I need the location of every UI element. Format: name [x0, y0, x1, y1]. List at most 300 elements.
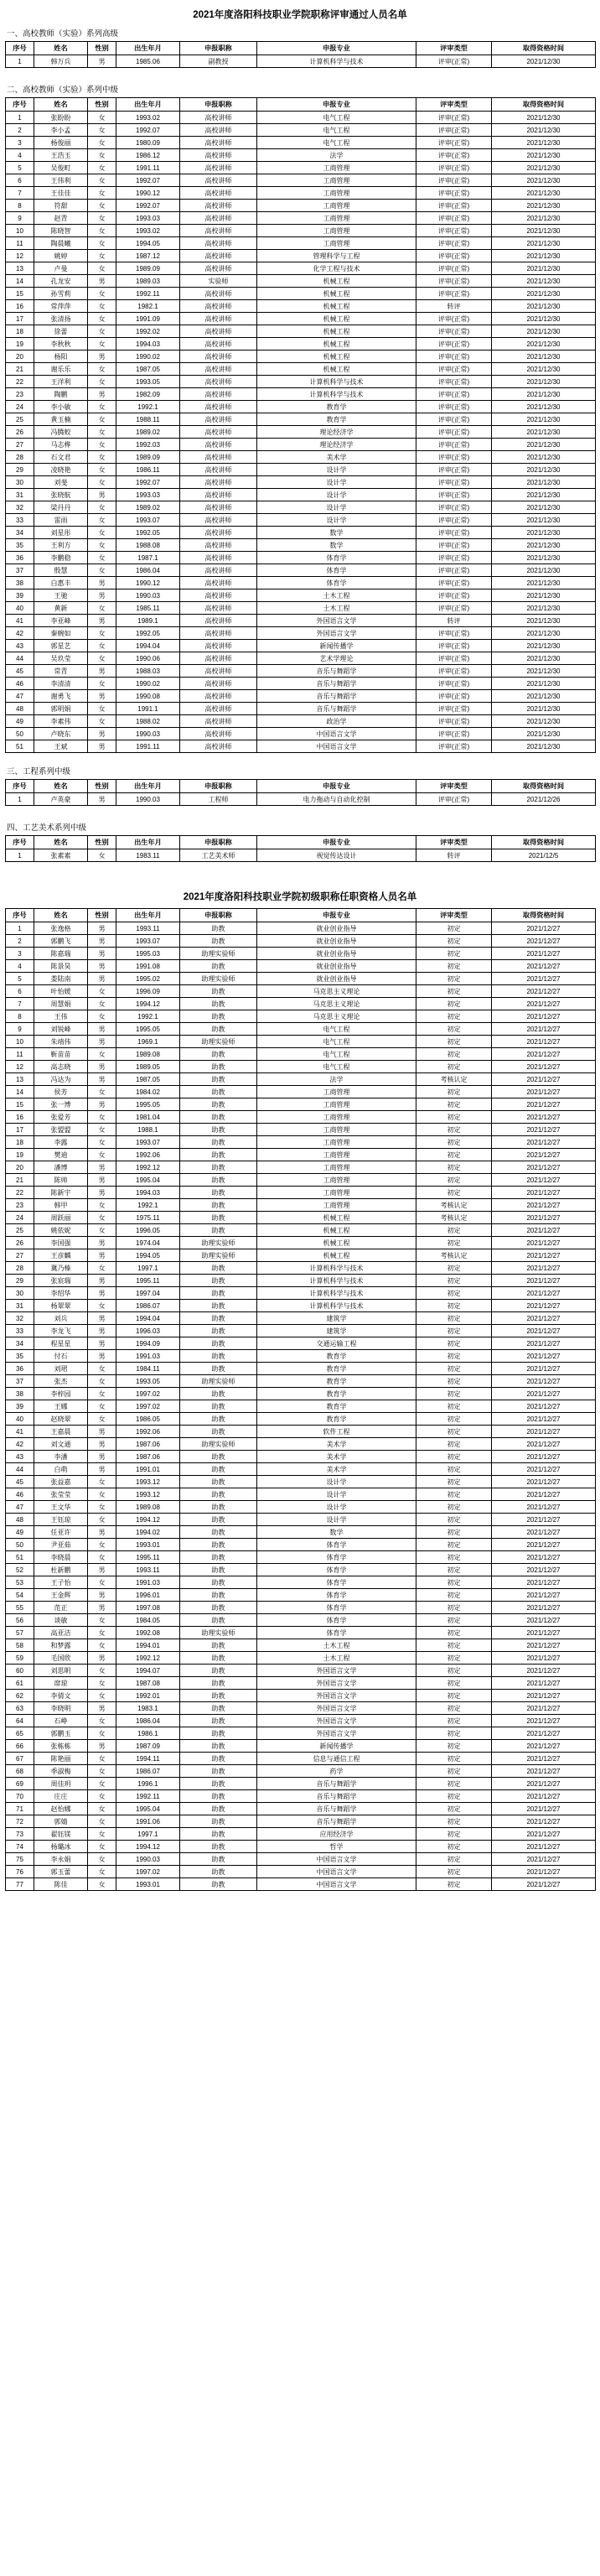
table-cell: 2021/12/30 [492, 527, 596, 539]
table-cell: 高校讲师 [180, 627, 257, 640]
table-cell: 1993.05 [116, 376, 180, 388]
table-cell: 高校讲师 [180, 351, 257, 363]
table-cell: 女 [88, 413, 116, 426]
table-cell: 评审(正常) [416, 627, 492, 640]
table-row [6, 935, 596, 948]
table-cell: 男 [88, 973, 116, 985]
table-row [6, 1036, 596, 1048]
table-cell: 助教 [180, 1514, 257, 1526]
table-cell: 初定 [416, 1451, 492, 1463]
table-cell: 应用经济学 [257, 1828, 416, 1841]
table-cell: 陶鹏 [34, 388, 88, 401]
section-heading: 一、高校教师（实验）系列高级 [7, 29, 119, 39]
table-cell: 高校讲师 [180, 162, 257, 174]
table-cell: 65 [6, 1727, 34, 1740]
table-cell: 2021/12/30 [492, 225, 596, 237]
table-cell: 陈艳丽 [34, 1753, 88, 1765]
table-row [6, 1086, 596, 1098]
table-cell: 工商管理 [257, 225, 416, 237]
table-cell: 1986.04 [116, 1715, 180, 1727]
table-cell: 2 [6, 935, 34, 948]
table-cell: 1983.1 [116, 1702, 180, 1715]
table-cell: 初定 [416, 1715, 492, 1727]
column-header: 取得资格时间 [492, 836, 596, 849]
table-cell: 高校讲师 [180, 313, 257, 325]
table-cell: 26 [6, 1237, 34, 1249]
table-cell: 信息与通信工程 [257, 1753, 416, 1765]
table-cell: 2021/12/30 [492, 388, 596, 401]
table-cell: 1994.04 [116, 640, 180, 652]
table-cell: 男 [88, 1589, 116, 1602]
table-cell: 20 [6, 351, 34, 363]
table-cell: 中国语言文学 [257, 1878, 416, 1891]
table-cell: 2021/12/27 [492, 1702, 596, 1715]
table-cell: 2021/12/27 [492, 1665, 596, 1677]
table-cell: 66 [6, 1740, 34, 1753]
table-cell: 12 [6, 1061, 34, 1073]
table-cell: 朱靖伟 [34, 1036, 88, 1048]
table-cell: 石文君 [34, 451, 88, 464]
table-cell: 30 [6, 476, 34, 489]
table-cell: 计算机科学与技术 [257, 1287, 416, 1300]
table-cell: 周佳玥 [34, 1778, 88, 1790]
table-cell: 2021/12/27 [492, 1765, 596, 1778]
table-cell: 2021/12/27 [492, 1778, 596, 1790]
table-cell: 1984.02 [116, 1086, 180, 1098]
table-cell: 2021/12/27 [492, 1199, 596, 1212]
table-cell: 女 [88, 849, 116, 862]
table-cell: 高校讲师 [180, 615, 257, 627]
table-cell: 王洋利 [34, 376, 88, 388]
table-cell: 女 [88, 1815, 116, 1828]
table-cell: 5 [6, 162, 34, 174]
table-cell: 1994.09 [116, 1337, 180, 1350]
table-cell: 高校讲师 [180, 715, 257, 728]
table-cell: 69 [6, 1778, 34, 1790]
table-cell: 助教 [180, 1665, 257, 1677]
table-cell: 工商管理 [257, 1187, 416, 1199]
table-cell: 1993.01 [116, 1539, 180, 1551]
table-cell: 女 [88, 1476, 116, 1488]
table-cell: 1990.03 [116, 589, 180, 602]
column-header: 评审类型 [416, 909, 492, 922]
table-row [6, 1576, 596, 1589]
table-cell: 助教 [180, 1174, 257, 1187]
table-cell: 李晓晨 [34, 1551, 88, 1564]
table-cell: 2021/12/27 [492, 1413, 596, 1426]
table-cell: 机械工程 [257, 325, 416, 338]
table-cell: 评审(正常) [416, 250, 492, 262]
section-spacer [5, 862, 595, 872]
table-cell: 1994.04 [116, 1312, 180, 1325]
table-cell: 72 [6, 1815, 34, 1828]
table-cell: 评审(正常) [416, 703, 492, 715]
table-cell: 工商管理 [257, 212, 416, 225]
table-cell: 黄新 [34, 602, 88, 615]
table-cell: 助教 [180, 1803, 257, 1815]
table-cell: 张栋栋 [34, 1740, 88, 1753]
table-cell: 设计学 [257, 1514, 416, 1526]
table-cell: 评审(正常) [416, 793, 492, 806]
table-cell: 初定 [416, 1639, 492, 1652]
table-cell: 2021/12/27 [492, 1803, 596, 1815]
table-cell: 1992.1 [116, 1199, 180, 1212]
table-cell: 工艺美术师 [180, 849, 257, 862]
table-cell: 1989.08 [116, 1048, 180, 1061]
table-cell: 2021/12/27 [492, 1853, 596, 1866]
table-cell: 卢晓东 [34, 728, 88, 740]
table-cell: 女 [88, 1853, 116, 1866]
table-row [6, 514, 596, 527]
table-cell: 评审(正常) [416, 401, 492, 413]
table-cell: 评审(正常) [416, 363, 492, 376]
table-cell: 女 [88, 112, 116, 124]
column-header: 性别 [88, 98, 116, 112]
table-row [6, 55, 596, 68]
table-cell: 女 [88, 1212, 116, 1224]
column-header: 出生年月 [116, 780, 180, 793]
table-row [6, 627, 596, 640]
table-cell: 符甜 [34, 200, 88, 212]
table-cell: 初定 [416, 1501, 492, 1514]
table-cell: 秦婉如 [34, 627, 88, 640]
table-cell: 初定 [416, 1086, 492, 1098]
table-cell: 男 [88, 948, 116, 960]
table-row [6, 998, 596, 1010]
table-cell: 63 [6, 1702, 34, 1715]
table-cell: 男 [88, 1275, 116, 1287]
table-cell: 助教 [180, 1187, 257, 1199]
column-header: 申报专业 [257, 42, 416, 55]
table-cell: 和梦露 [34, 1639, 88, 1652]
table-cell: 2021/12/27 [492, 1627, 596, 1639]
table-cell: 1989.02 [116, 501, 180, 514]
table-cell: 转评 [416, 849, 492, 862]
table-cell: 助教 [180, 1073, 257, 1086]
table-cell: 女 [88, 187, 116, 200]
table-cell: 初定 [416, 1111, 492, 1124]
section-heading: 四、工艺美术系列中级 [7, 823, 87, 833]
table-cell: 女 [88, 225, 116, 237]
table-cell: 1992.08 [116, 1627, 180, 1639]
table-cell: 张盼盼 [34, 112, 88, 124]
table-cell: 评审(正常) [416, 665, 492, 678]
table-cell: 转评 [416, 615, 492, 627]
table-row [6, 703, 596, 715]
table-cell: 2021/12/27 [492, 1400, 596, 1413]
table-cell: 女 [88, 1124, 116, 1136]
table-row [6, 589, 596, 602]
table-cell: 王嘉晨 [34, 1426, 88, 1438]
table-cell: 1997.02 [116, 1388, 180, 1400]
table-cell: 2021/12/27 [492, 1551, 596, 1564]
table-cell: 女 [88, 678, 116, 690]
table-cell: 初定 [416, 1124, 492, 1136]
table-cell: 37 [6, 564, 34, 577]
table-cell: 2021/12/27 [492, 1539, 596, 1551]
table-cell: 1974.04 [116, 1237, 180, 1249]
document-title: 2021年度洛阳科技职业学院职称评审通过人员名单 [193, 10, 407, 20]
table-cell: 13 [6, 1073, 34, 1086]
table-row [6, 1539, 596, 1551]
table-cell: 石峥 [34, 1715, 88, 1727]
table-cell: 初定 [416, 973, 492, 985]
table-row [6, 464, 596, 476]
table-row [6, 1614, 596, 1627]
table-cell: 男 [88, 351, 116, 363]
table-cell: 初定 [416, 1476, 492, 1488]
table-cell: 设计学 [257, 1501, 416, 1514]
section-spacer [5, 1891, 595, 1898]
table-cell: 2021/12/30 [492, 212, 596, 225]
table-cell: 初定 [416, 1778, 492, 1790]
table-cell: 常青 [34, 665, 88, 678]
table-cell: 工商管理 [257, 1199, 416, 1212]
table-cell: 女 [88, 1576, 116, 1589]
table-cell: 女 [88, 1690, 116, 1702]
table-cell: 2021/12/30 [492, 489, 596, 501]
table-row [6, 1249, 596, 1262]
personnel-table [5, 41, 596, 68]
table-cell: 1995.04 [116, 1803, 180, 1815]
table-cell: 初定 [416, 1363, 492, 1375]
table-cell: 工商管理 [257, 1161, 416, 1174]
table-cell: 马克思主义理论 [257, 998, 416, 1010]
table-cell: 女 [88, 652, 116, 665]
table-cell: 1993.01 [116, 1878, 180, 1891]
table-cell: 1993.11 [116, 1564, 180, 1576]
table-cell: 24 [6, 1212, 34, 1224]
table-cell: 助教 [180, 1451, 257, 1463]
table-cell: 助教 [180, 1576, 257, 1589]
table-cell: 郭玉蕾 [34, 1866, 88, 1878]
table-cell: 机械工程 [257, 275, 416, 288]
table-cell: 2021/12/30 [492, 338, 596, 351]
table-row [6, 652, 596, 665]
table-cell: 初定 [416, 935, 492, 948]
table-cell: 数学 [257, 539, 416, 552]
table-cell: 1992.06 [116, 1426, 180, 1438]
table-cell: 女 [88, 552, 116, 564]
table-cell: 女 [88, 1677, 116, 1690]
table-cell: 2021/12/27 [492, 1262, 596, 1275]
table-cell: 33 [6, 514, 34, 527]
table-row [6, 793, 596, 806]
table-cell: 助理实验师 [180, 1237, 257, 1249]
table-row [6, 715, 596, 728]
table-cell: 王伟利 [34, 174, 88, 187]
column-header: 申报职称 [180, 42, 257, 55]
table-cell: 张宸瑞 [34, 1275, 88, 1287]
table-cell: 18 [6, 325, 34, 338]
table-header-row [6, 909, 596, 922]
table-cell: 初定 [416, 1702, 492, 1715]
table-cell: 助教 [180, 1048, 257, 1061]
table-cell: 2021/12/27 [492, 1363, 596, 1375]
table-cell: 高校讲师 [180, 300, 257, 313]
table-cell: 王利方 [34, 539, 88, 552]
table-cell: 49 [6, 1526, 34, 1539]
table-cell: 男 [88, 1161, 116, 1174]
table-cell: 李小孟 [34, 124, 88, 137]
table-row [6, 313, 596, 325]
table-cell: 体育学 [257, 577, 416, 589]
table-cell: 女 [88, 1878, 116, 1891]
table-cell: 1989.08 [116, 1501, 180, 1514]
column-header: 取得资格时间 [492, 909, 596, 922]
table-cell: 初定 [416, 1262, 492, 1275]
table-row [6, 225, 596, 237]
table-cell: 助教 [180, 1325, 257, 1337]
table-cell: 女 [88, 1048, 116, 1061]
table-cell: 王子怡 [34, 1576, 88, 1589]
table-cell: 评审(正常) [416, 288, 492, 300]
table-cell: 助理实验师 [180, 1438, 257, 1451]
table-cell: 37 [6, 1375, 34, 1388]
table-cell: 高校讲师 [180, 413, 257, 426]
table-cell: 评审(正常) [416, 351, 492, 363]
table-cell: 1995.02 [116, 973, 180, 985]
table-cell: 初定 [416, 1841, 492, 1853]
table-cell: 杜新鹏 [34, 1564, 88, 1576]
table-cell: 1987.05 [116, 363, 180, 376]
table-cell: 1992.02 [116, 325, 180, 338]
table-cell: 艺术学理论 [257, 652, 416, 665]
table-cell: 41 [6, 1426, 34, 1438]
table-cell: 女 [88, 1539, 116, 1551]
table-cell: 男 [88, 935, 116, 948]
table-cell: 27 [6, 439, 34, 451]
table-cell: 设计学 [257, 501, 416, 514]
section-heading: 二、高校教师（实验）系列中级 [7, 86, 119, 95]
column-header: 申报职称 [180, 836, 257, 849]
table-cell: 助教 [180, 1300, 257, 1312]
table-cell: 音乐与舞蹈学 [257, 1778, 416, 1790]
table-cell: 40 [6, 1413, 34, 1426]
table-cell: 26 [6, 426, 34, 439]
table-cell: 77 [6, 1878, 34, 1891]
table-cell: 高校讲师 [180, 124, 257, 137]
table-cell: 2021/12/27 [492, 985, 596, 998]
table-cell: 初定 [416, 948, 492, 960]
table-cell: 体育学 [257, 552, 416, 564]
table-cell: 初定 [416, 1400, 492, 1413]
table-cell: 33 [6, 1325, 34, 1337]
table-cell: 2021/12/27 [492, 1086, 596, 1098]
table-cell: 席琼 [34, 1677, 88, 1690]
table-row [6, 1702, 596, 1715]
table-cell: 6 [6, 174, 34, 187]
table-cell: 24 [6, 401, 34, 413]
table-cell: 陈嘉瑞 [34, 948, 88, 960]
table-row [6, 1815, 596, 1828]
table-cell: 1986.12 [116, 149, 180, 162]
table-cell: 管理科学与工程 [257, 250, 416, 262]
table-cell: 1991.11 [116, 740, 180, 753]
table-cell: 新闻传播学 [257, 1740, 416, 1753]
table-row [6, 1627, 596, 1639]
table-cell: 58 [6, 1639, 34, 1652]
table-cell: 高校讲师 [180, 527, 257, 539]
table-cell: 季淑梅 [34, 1765, 88, 1778]
table-cell: 男 [88, 1451, 116, 1463]
table-cell: 娄陆南 [34, 973, 88, 985]
table-cell: 2021/12/30 [492, 413, 596, 426]
table-cell: 女 [88, 300, 116, 313]
table-cell: 68 [6, 1765, 34, 1778]
table-cell: 21 [6, 1174, 34, 1187]
table-cell: 机械工程 [257, 288, 416, 300]
table-cell: 评审(正常) [416, 388, 492, 401]
table-cell: 刘星彤 [34, 527, 88, 539]
table-cell: 女 [88, 124, 116, 137]
table-cell: 8 [6, 200, 34, 212]
table-cell: 王彦麟 [34, 1249, 88, 1262]
table-cell: 初定 [416, 1388, 492, 1400]
table-cell: 1 [6, 922, 34, 935]
table-cell: 59 [6, 1652, 34, 1665]
table-row [6, 1161, 596, 1174]
table-cell: 高校讲师 [180, 652, 257, 665]
table-cell: 女 [88, 212, 116, 225]
document-body [5, 8, 595, 1965]
column-header: 姓名 [34, 780, 88, 793]
table-cell: 2021/12/30 [492, 678, 596, 690]
table-cell: 1993.12 [116, 1476, 180, 1488]
table-cell: 助教 [180, 1010, 257, 1023]
table-row [6, 262, 596, 275]
table-cell: 2021/12/27 [492, 935, 596, 948]
table-cell: 初定 [416, 1753, 492, 1765]
table-cell: 评审(正常) [416, 527, 492, 539]
column-header: 姓名 [34, 42, 88, 55]
table-cell: 理论经济学 [257, 426, 416, 439]
table-cell: 评审(正常) [416, 225, 492, 237]
table-cell: 50 [6, 728, 34, 740]
table-header-row [6, 42, 596, 55]
table-cell: 30 [6, 1287, 34, 1300]
table-cell: 2021/12/30 [492, 275, 596, 288]
table-cell: 男 [88, 793, 116, 806]
table-cell: 1987.06 [116, 1438, 180, 1451]
table-cell: 雷雨 [34, 514, 88, 527]
table-cell: 38 [6, 1388, 34, 1400]
table-cell: 2021/12/30 [492, 200, 596, 212]
table-cell: 1994.07 [116, 1665, 180, 1677]
table-cell: 女 [88, 313, 116, 325]
table-row [6, 1098, 596, 1111]
table-cell: 靳苗苗 [34, 1048, 88, 1061]
table-cell: 评审(正常) [416, 275, 492, 288]
table-row [6, 1589, 596, 1602]
table-cell: 黄玉楠 [34, 413, 88, 426]
table-cell: 中国语言文学 [257, 1866, 416, 1878]
table-cell: 2021/12/30 [492, 602, 596, 615]
table-cell: 1992.11 [116, 1790, 180, 1803]
table-cell: 殷慧 [34, 564, 88, 577]
table-cell: 高校讲师 [180, 149, 257, 162]
column-header: 性别 [88, 42, 116, 55]
table-cell: 1992.07 [116, 476, 180, 489]
table-cell: 男 [88, 55, 116, 68]
table-cell: 1992.03 [116, 439, 180, 451]
table-cell: 高校讲师 [180, 325, 257, 338]
table-cell: 1994.12 [116, 1841, 180, 1853]
table-cell: 初定 [416, 922, 492, 935]
table-cell: 评审(正常) [416, 55, 492, 68]
table-cell: 中国语言文学 [257, 740, 416, 753]
table-cell: 女 [88, 1551, 116, 1564]
